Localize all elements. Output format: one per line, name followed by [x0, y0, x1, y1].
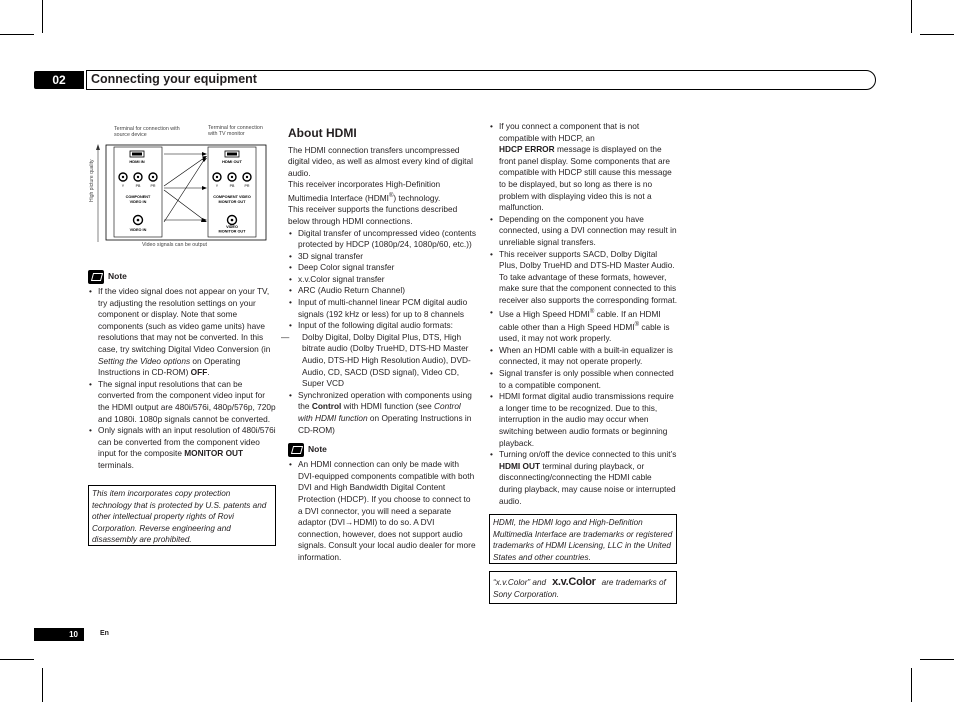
note-heading: Note — [288, 443, 476, 457]
list-item: • Input of the following digital audio formats: — [288, 320, 476, 332]
chapter-number: 02 — [34, 71, 84, 89]
list-item: • This receiver supports SACD, Dolby Digital Plus, Dolby TrueHD and DTS-HD Master Audio. To take advantage of these formats, however, make sure that the component connected to this receiver also supports the corresponding format. — [489, 249, 677, 307]
chapter-header — [86, 70, 876, 90]
list-item: • Depending on the component you have connected, using a DVI connection may result in unreliable signal transfers. — [489, 214, 677, 249]
paragraph: This receiver incorporates High-Definition Multimedia Interface (HDMI®) technology. — [288, 179, 441, 203]
video-conversion-diagram — [86, 120, 286, 255]
list-item: • If you connect a component that is not compatible with HDCP, an HDCP ERROR message is displayed on the front panel display. Some components that are compatible with HDCP still cause this message to be displayed, but so long as there is no problem with displaying video this is not a malfunction. — [489, 121, 677, 214]
list-item: • Deep Color signal transfer — [288, 262, 476, 274]
pb-label: PB — [135, 184, 141, 188]
copy-protection-box: This item incorporates copy protection technology that is protected by U.S. patents and other intellectual property rights of Rovi Corporation. Reverse engineering and disassembly are prohibited. — [88, 485, 276, 546]
list-item: • HDMI format digital audio transmissions require a longer time to be recognized. Due to this, interruption in the audio may occur when switching between audio formats or beginning playback. — [489, 391, 677, 449]
paragraph: This receiver supports the functions described below through HDMI connections. — [288, 204, 458, 226]
crop-mark — [0, 34, 34, 35]
hdmi-in-label: HDMI IN — [129, 159, 145, 164]
signal-arrows — [164, 154, 204, 222]
hdmi-notes-list — [489, 121, 677, 507]
language-code: En — [100, 630, 109, 637]
component-out-jacks — [213, 173, 251, 181]
component-out-label: COMPONENT VIDEO MONITOR OUT — [213, 195, 251, 204]
video-out-label: VIDEO MONITOR OUT — [218, 225, 246, 234]
y-label: Y — [215, 184, 219, 188]
page-number: 10 — [34, 628, 84, 641]
note-icon — [288, 443, 304, 457]
crop-mark — [42, 668, 43, 702]
pr-label: PR — [150, 184, 156, 188]
pr-label: PR — [244, 184, 250, 188]
list-item: • Input of multi-channel linear PCM digital audio signals (192 kHz or less) for up to 8 channels — [288, 297, 476, 320]
chapter-title: Connecting your equipment — [91, 72, 257, 86]
crop-mark — [911, 0, 912, 33]
component-in-label: COMPONENT VIDEO IN — [125, 195, 151, 204]
left-note — [88, 266, 276, 472]
list-item: • 3D signal transfer — [288, 251, 476, 263]
output-label: Video signals can be output — [142, 242, 207, 248]
list-item: • An HDMI connection can only be made with DVI-equipped components compatible with both DVI and High Bandwidth Digital Content Protection (HDCP). If you choose to connect to a DVI connector, you will need a separate adaptor (DVI→HDMI) to do so. A DVI connection, however, does not support audio signals. Consult your local audio dealer for more information. — [288, 459, 476, 563]
note-heading: Note — [88, 270, 276, 284]
list-item: • Use a High Speed HDMI® cable. If an HDMI cable other than a High Speed HDMI® cable is used, it may not work properly. — [489, 307, 677, 345]
hdmi-trademark-box: HDMI, the HDMI logo and High-Definition Multimedia Interface are trademarks or registered trademarks of HDMI Licensing, LLC in the United States and other countries. — [489, 514, 677, 564]
list-item: • When an HDMI cable with a built-in equalizer is connected, it may not operate properly. — [489, 345, 677, 368]
paragraph: The HDMI connection transfers uncompressed digital video, as well as almost every kind of digital audio. — [288, 144, 473, 178]
about-hdmi-section — [288, 128, 476, 564]
note-icon — [88, 270, 104, 284]
crop-mark — [920, 34, 954, 35]
monitor-label: Terminal for connection with TV monitor — [208, 125, 263, 137]
list-item: • If the video signal does not appear on your TV, try adjusting the resolution settings on your component or display. Note that some components (such as video game units) have resolutions that may not be converted. In this case, try switching Digital Video Conversion (in Setting the Video options on Operating Instructions in CD-ROM) OFF. — [88, 286, 276, 379]
section-title: About HDMI — [288, 126, 357, 140]
crop-mark — [911, 668, 912, 702]
xvcolor-trademark-box: “x.v.Color” and x.v.Color are trademarks of Sony Corporation. — [489, 571, 677, 604]
list-item: • ARC (Audio Return Channel) — [288, 285, 476, 297]
crop-mark — [42, 0, 43, 33]
component-in-jacks — [119, 173, 157, 181]
list-item: • Turning on/off the device connected to this unit’s HDMI OUT terminal during playback, or disconnecting/connecting the HDMI cable during playback, may cause noise or interrupted audio. — [489, 449, 677, 507]
list-item: • The signal input resolutions that can be converted from the component video input for the HDMI output are 480i/576i, 480p/576p, 720p and 1080i. 1080p signals cannot be converted. — [88, 379, 276, 425]
list-item: • Signal transfer is only possible when connected to a compatible component. — [489, 368, 677, 391]
list-item: — Dolby Digital, Dolby Digital Plus, DTS, High bitrate audio (Dolby TrueHD, DTS-HD Master Audio, DTS-HD High Resolution Audio), DVD-Audio, CD, SACD (DSD signal), Video CD, Super VCD — [288, 332, 476, 390]
list-item: • Synchronized operation with components using the Control with HDMI function (see Control with HDMI function on Operating Instructions in CD-ROM) — [288, 390, 476, 436]
quality-label: High picture quality — [89, 159, 95, 202]
crop-mark — [0, 659, 34, 660]
y-label: Y — [121, 184, 125, 188]
crop-mark — [920, 659, 954, 660]
pb-label: PB — [229, 184, 235, 188]
list-item: • x.v.Color signal transfer — [288, 274, 476, 286]
list-item: • Digital transfer of uncompressed video (contents protected by HDCP (1080p/24, 1080p/60, etc.)) — [288, 228, 476, 251]
list-item: • Only signals with an input resolution of 480i/576i can be converted from the component video input for the composite MONITOR OUT terminals. — [88, 425, 276, 471]
xvcolor-logo: x.v.Color — [552, 576, 596, 588]
video-in-label: VIDEO IN — [129, 228, 147, 232]
hdmi-out-label: HDMI OUT — [222, 159, 242, 164]
source-label: Terminal for connection with source device — [114, 126, 180, 138]
